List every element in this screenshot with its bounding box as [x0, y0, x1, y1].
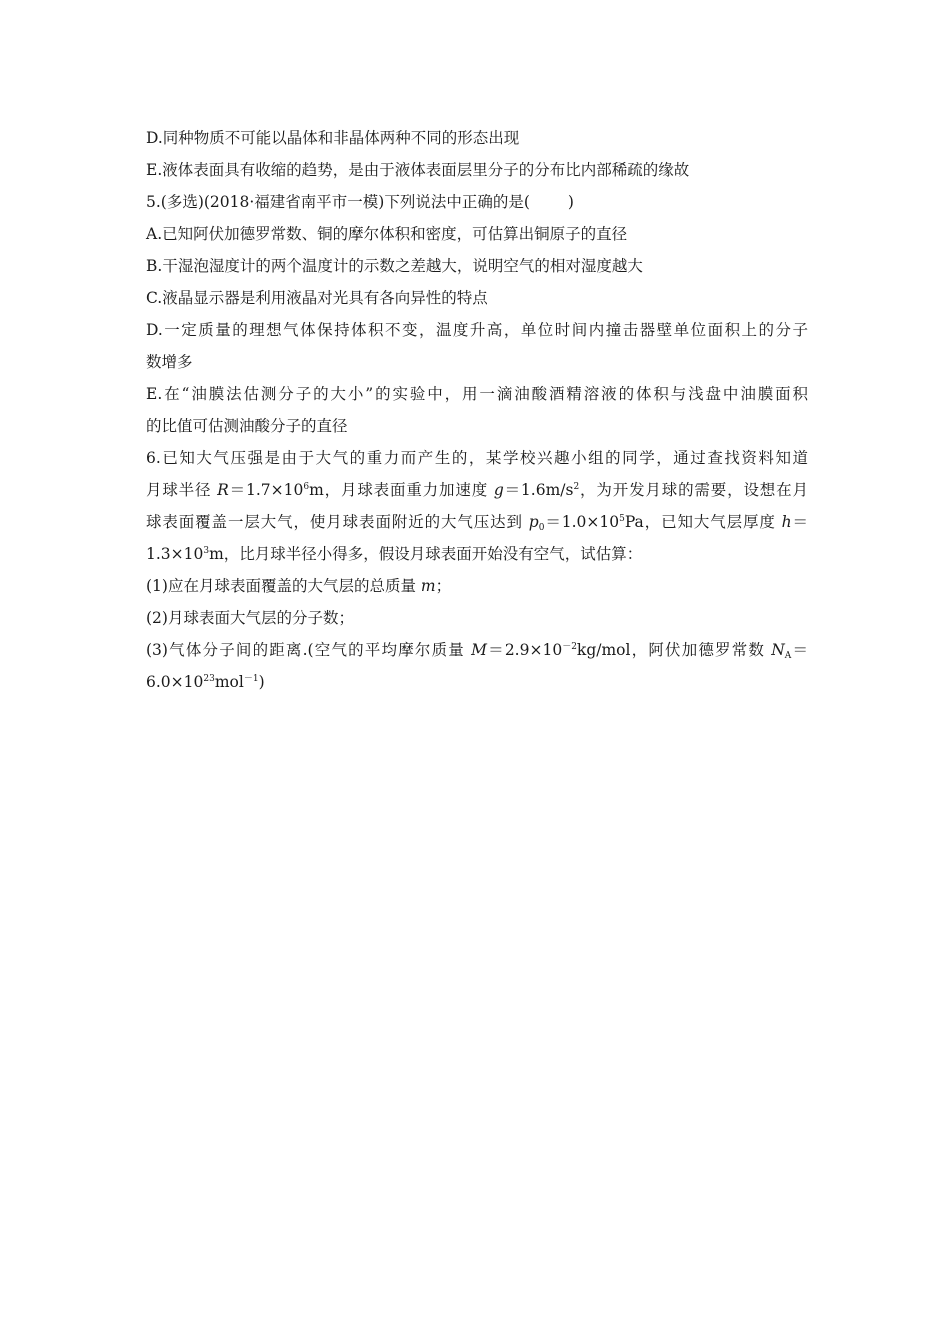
- text-run: 1.3×10: [146, 545, 204, 563]
- q6-sub2: (2)月球表面大气层的分子数；: [146, 609, 354, 627]
- text-run: ＝1.0×10: [544, 513, 620, 531]
- variable-R: R: [217, 481, 229, 499]
- q6-sub3-cont: [146, 666, 808, 698]
- q6-sub1: [146, 570, 808, 602]
- q5-stem-text: 5.(多选)(2018·福建省南平市一模)下列说法中正确的是(: [146, 193, 530, 211]
- q5-option-d-cont: 数增多: [146, 353, 193, 371]
- q5-option-c: C.液晶显示器是利用液晶对光具有各向异性的特点: [146, 289, 488, 307]
- text-run: ): [258, 673, 265, 691]
- q6-sub3: [146, 634, 808, 666]
- text-run: Pa，已知大气层厚度: [624, 513, 782, 531]
- text-run: 球表面覆盖一层大气，使月球表面附近的大气压达到: [146, 513, 529, 531]
- exponent: 6: [303, 482, 310, 492]
- q5-option-e: E.在“油膜法估测分子的大小”的实验中，用一滴油酸酒精溶液的体积与浅盘中油膜面积: [146, 385, 808, 403]
- q5-stem: [146, 186, 808, 218]
- q5-stem-close: ): [567, 193, 574, 211]
- text-run: 6.0×10: [146, 673, 204, 691]
- q5-option-e-cont: 的比值可估测油酸分子的直径: [146, 417, 348, 435]
- q4-option-d: D.同种物质不可能以晶体和非晶体两种不同的形态出现: [146, 129, 520, 147]
- text-run: ＝: [791, 513, 808, 531]
- text-run: m，月球表面重力加速度: [309, 481, 494, 499]
- text-run: mol: [214, 673, 244, 691]
- text-run: ＝1.7×10: [228, 481, 304, 499]
- text-run: kg/mol，阿伏加德罗常数: [576, 641, 772, 659]
- q6-stem-line3: [146, 506, 808, 538]
- variable-M: M: [471, 641, 487, 659]
- text-run: ；: [435, 577, 452, 595]
- text-run: ，为开发月球的需要，设想在月: [579, 481, 808, 499]
- variable-g: g: [493, 481, 504, 499]
- text-run: ＝1.6m/s: [503, 481, 574, 499]
- exponent: 23: [203, 674, 215, 684]
- text-run: (1)应在月球表面覆盖的大气层的总质量: [146, 577, 421, 595]
- variable-m: m: [420, 577, 436, 595]
- subscript: 0: [538, 523, 545, 533]
- exponent: －2: [562, 642, 577, 652]
- text-run: m，比月球半径小得多，假设月球表面开始没有空气，试估算：: [209, 545, 643, 563]
- exponent: 3: [203, 546, 210, 556]
- q4-option-e: E.液体表面具有收缩的趋势，是由于液体表面层里分子的分布比内部稀疏的缘故: [146, 161, 690, 179]
- exponent: －1: [243, 674, 259, 684]
- subscript: A: [784, 651, 792, 661]
- text-run: (3)气体分子间的距离.(空气的平均摩尔质量: [146, 641, 472, 659]
- q5-option-a: A.已知阿伏加德罗常数、铜的摩尔体积和密度，可估算出铜原子的直径: [146, 225, 628, 243]
- q5-option-d: D.一定质量的理想气体保持体积不变，温度升高，单位时间内撞击器壁单位面积上的分子: [146, 321, 808, 339]
- q6-stem-line1: 6.已知大气压强是由于大气的重力而产生的，某学校兴趣小组的同学，通过查找资料知道: [146, 449, 808, 467]
- q6-stem-line2: [146, 474, 808, 506]
- variable-p: p: [528, 513, 539, 531]
- exponent: 2: [573, 482, 580, 492]
- text-run: 月球半径: [146, 481, 218, 499]
- q5-option-b: B.干湿泡湿度计的两个温度计的示数之差越大，说明空气的相对湿度越大: [146, 257, 643, 275]
- text-run: ＝2.9×10: [486, 641, 563, 659]
- q6-stem-line4: [146, 538, 808, 570]
- variable-N: N: [771, 641, 785, 659]
- variable-h: h: [781, 513, 792, 531]
- exponent: 5: [619, 514, 625, 524]
- text-run: ＝: [791, 641, 808, 659]
- question-content: [146, 122, 808, 698]
